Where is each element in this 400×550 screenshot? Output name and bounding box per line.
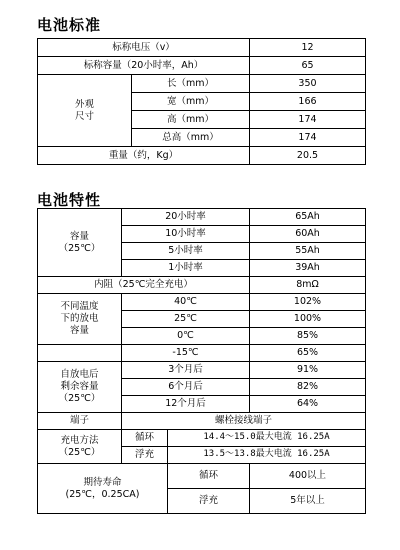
temperature-value: 65% [250,345,366,362]
self-discharge-value: 82% [250,379,366,396]
weight-label: 重量（约，Kg） [38,147,250,165]
table-row [38,209,366,226]
voltage-value: 12 [250,39,366,57]
temperature-value: 100% [250,311,366,328]
table-row [38,39,366,57]
charge-value: 13.5～13.8最大电流 16.25A [168,447,366,464]
total-height-value: 174 [250,129,366,147]
capacity-rate: 1小时率 [122,260,250,277]
temperature-cell: 40℃ [122,294,250,311]
terminal-label: 端子 [38,413,122,430]
capacity-label: 标称容量（20小时率，Ah） [38,57,250,75]
temperature-cell: 25℃ [122,311,250,328]
capacity-value: 39Ah [250,260,366,277]
self-discharge-group-label: 自放电后 剩余容量 （25℃） [38,362,122,413]
temperature-cell: -15℃ [122,345,250,362]
height-label: 高（mm） [132,111,250,129]
length-label: 长（mm） [132,75,250,93]
width-label: 宽（mm） [132,93,250,111]
perf-section-title: 电池特性 [37,191,102,209]
table-row [38,345,366,362]
table-row [38,294,366,311]
terminal-value: 螺栓接线端子 [122,413,366,430]
voltage-label: 标称电压（v） [38,39,250,57]
life-value: 5年以上 [250,489,366,514]
weight-value: 20.5 [250,147,366,165]
charge-method-label: 充电方法 （25℃） [38,430,122,464]
capacity-group-label: 容量 （25℃） [38,209,122,277]
table-row [38,362,366,379]
capacity-value: 55Ah [250,243,366,260]
self-discharge-period: 3个月后 [122,362,250,379]
temperature-cell: 0℃ [122,328,250,345]
expected-life-label: 期待寿命 (25℃，0.25CA) [38,464,168,514]
battery-perf-table [37,208,366,514]
life-mode: 浮充 [168,489,250,514]
self-discharge-value: 64% [250,396,366,413]
table-row [38,57,366,75]
table-row [38,430,366,447]
spec-section-title: 电池标准 [37,16,102,34]
self-discharge-period: 12个月后 [122,396,250,413]
length-value: 350 [250,75,366,93]
capacity-value: 65Ah [250,209,366,226]
capacity-rate: 20小时率 [122,209,250,226]
charge-mode: 浮充 [122,447,168,464]
capacity-value: 65 [250,57,366,75]
blank-cell [38,345,122,362]
capacity-rate: 5小时率 [122,243,250,260]
table-row [38,277,366,294]
life-value: 400以上 [250,464,366,489]
height-value: 174 [250,111,366,129]
temperature-group-label: 不同温度 下的放电 容量 [38,294,122,345]
charge-mode: 循环 [122,430,168,447]
battery-spec-table [37,38,366,165]
capacity-value: 60Ah [250,226,366,243]
total-height-label: 总高（mm） [132,129,250,147]
table-row [38,464,366,489]
table-row [38,75,366,93]
dimensions-label: 外观 尺寸 [38,75,132,147]
self-discharge-value: 91% [250,362,366,379]
resistance-label: 内阻（25℃完全充电） [38,277,250,294]
table-row [38,413,366,430]
resistance-value: 8mΩ [250,277,366,294]
self-discharge-period: 6个月后 [122,379,250,396]
temperature-value: 85% [250,328,366,345]
width-value: 166 [250,93,366,111]
life-mode: 循环 [168,464,250,489]
capacity-rate: 10小时率 [122,226,250,243]
temperature-value: 102% [250,294,366,311]
charge-value: 14.4～15.0最大电流 16.25A [168,430,366,447]
table-row [38,147,366,165]
